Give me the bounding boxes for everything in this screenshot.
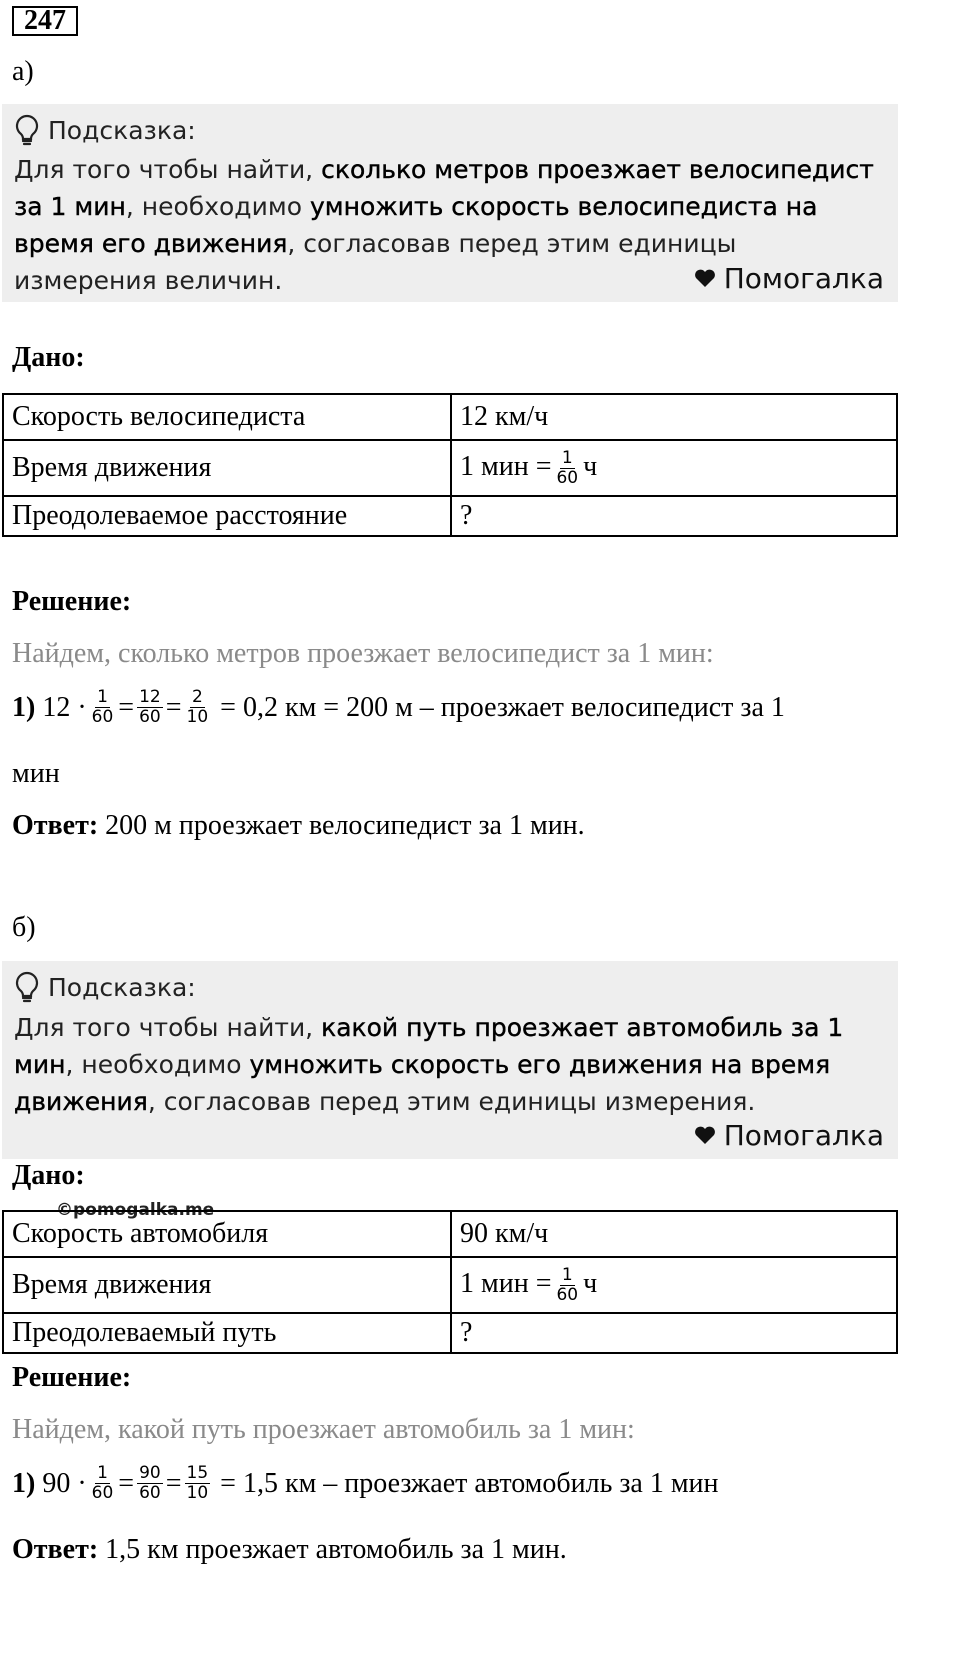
hint-box-a [2,104,898,302]
answer-a: Ответ: 200 м проезжает велосипедист за 1 мин. [12,810,585,841]
given-title-b: Дано: [12,1160,85,1191]
given-table-b [2,1210,898,1354]
solution-step-a: 1) 12 · $\frac{1}{60}$ = $\frac{12}{60}$ = $\frac{2}{10}$ = 0,2 км = 200 м – проезжает велосипедист за 1 [12,687,785,727]
table-row: Преодолеваемый путь ? [3,1313,897,1353]
heart-icon [694,262,716,295]
fraction: $\frac{1}{60}$ [91,1463,114,1503]
brand-b: Помогалка [694,1119,884,1152]
solution-intro-b: Найдем, какой путь проезжает автомобиль за 1 мин: [12,1414,635,1445]
given-title-a: Дано: [12,342,85,373]
brand-a: Помогалка [694,262,884,295]
solution-step-b: 1) 90 · $\frac{1}{60}$ = $\frac{90}{60}$ = $\frac{15}{10}$ = 1,5 км – проезжает автомобиль за 1 мин [12,1463,719,1503]
table-row: Скорость велосипедиста 12 км/ч [3,394,897,440]
solution-intro-a: Найдем, сколько метров проезжает велосипедист за 1 мин: [12,638,714,669]
answer-b: Ответ: 1,5 км проезжает автомобиль за 1 мин. [12,1534,567,1565]
part-a-label: а) [12,56,34,87]
fraction: $\frac{1}{60}$ [556,1264,579,1305]
table-row: Скорость автомобиля 90 км/ч [3,1211,897,1257]
hint-title-b: Подсказка: [14,971,196,1003]
fraction: $\frac{1}{60}$ [556,447,579,488]
part-b-label: б) [12,912,36,943]
hint-text-b: Для того чтобы найти, какой путь проезжает автомобиль за 1 мин, необходимо умножить скорость его движения на время движения, согласовав перед этим единицы измерения. [14,1013,844,1116]
table-row: Преодолеваемое расстояние ? [3,496,897,536]
hint-text-a: Для того чтобы найти, сколько метров проезжает велосипедист за 1 мин, необходимо умножить скорость велосипедиста на время его движения, согласовав перед этим единицы измерения величин. [14,155,874,295]
table-row: Время движения 1 мин = $\frac{1}{60}$ ч [3,1257,897,1313]
fraction: $\frac{2}{10}$ [186,687,209,727]
fraction: $\frac{1}{60}$ [91,687,114,727]
lightbulb-icon [14,114,40,146]
solution-step-a-cont: мин [12,758,60,789]
fraction: $\frac{90}{60}$ [139,1463,161,1503]
problem-number: 247 [12,6,78,36]
lightbulb-icon [14,971,40,1003]
hint-title-a: Подсказка: [14,114,196,146]
heart-icon [694,1119,716,1152]
fraction: $\frac{15}{10}$ [186,1463,209,1503]
watermark: ©pomogalka.me [56,1200,215,1220]
given-table-a [2,393,898,537]
hint-box-b [2,961,898,1159]
solution-title-a: Решение: [12,586,132,617]
solution-title-b: Решение: [12,1362,132,1393]
table-row: Время движения 1 мин = $\frac{1}{60}$ ч [3,440,897,496]
fraction: $\frac{12}{60}$ [139,687,161,727]
